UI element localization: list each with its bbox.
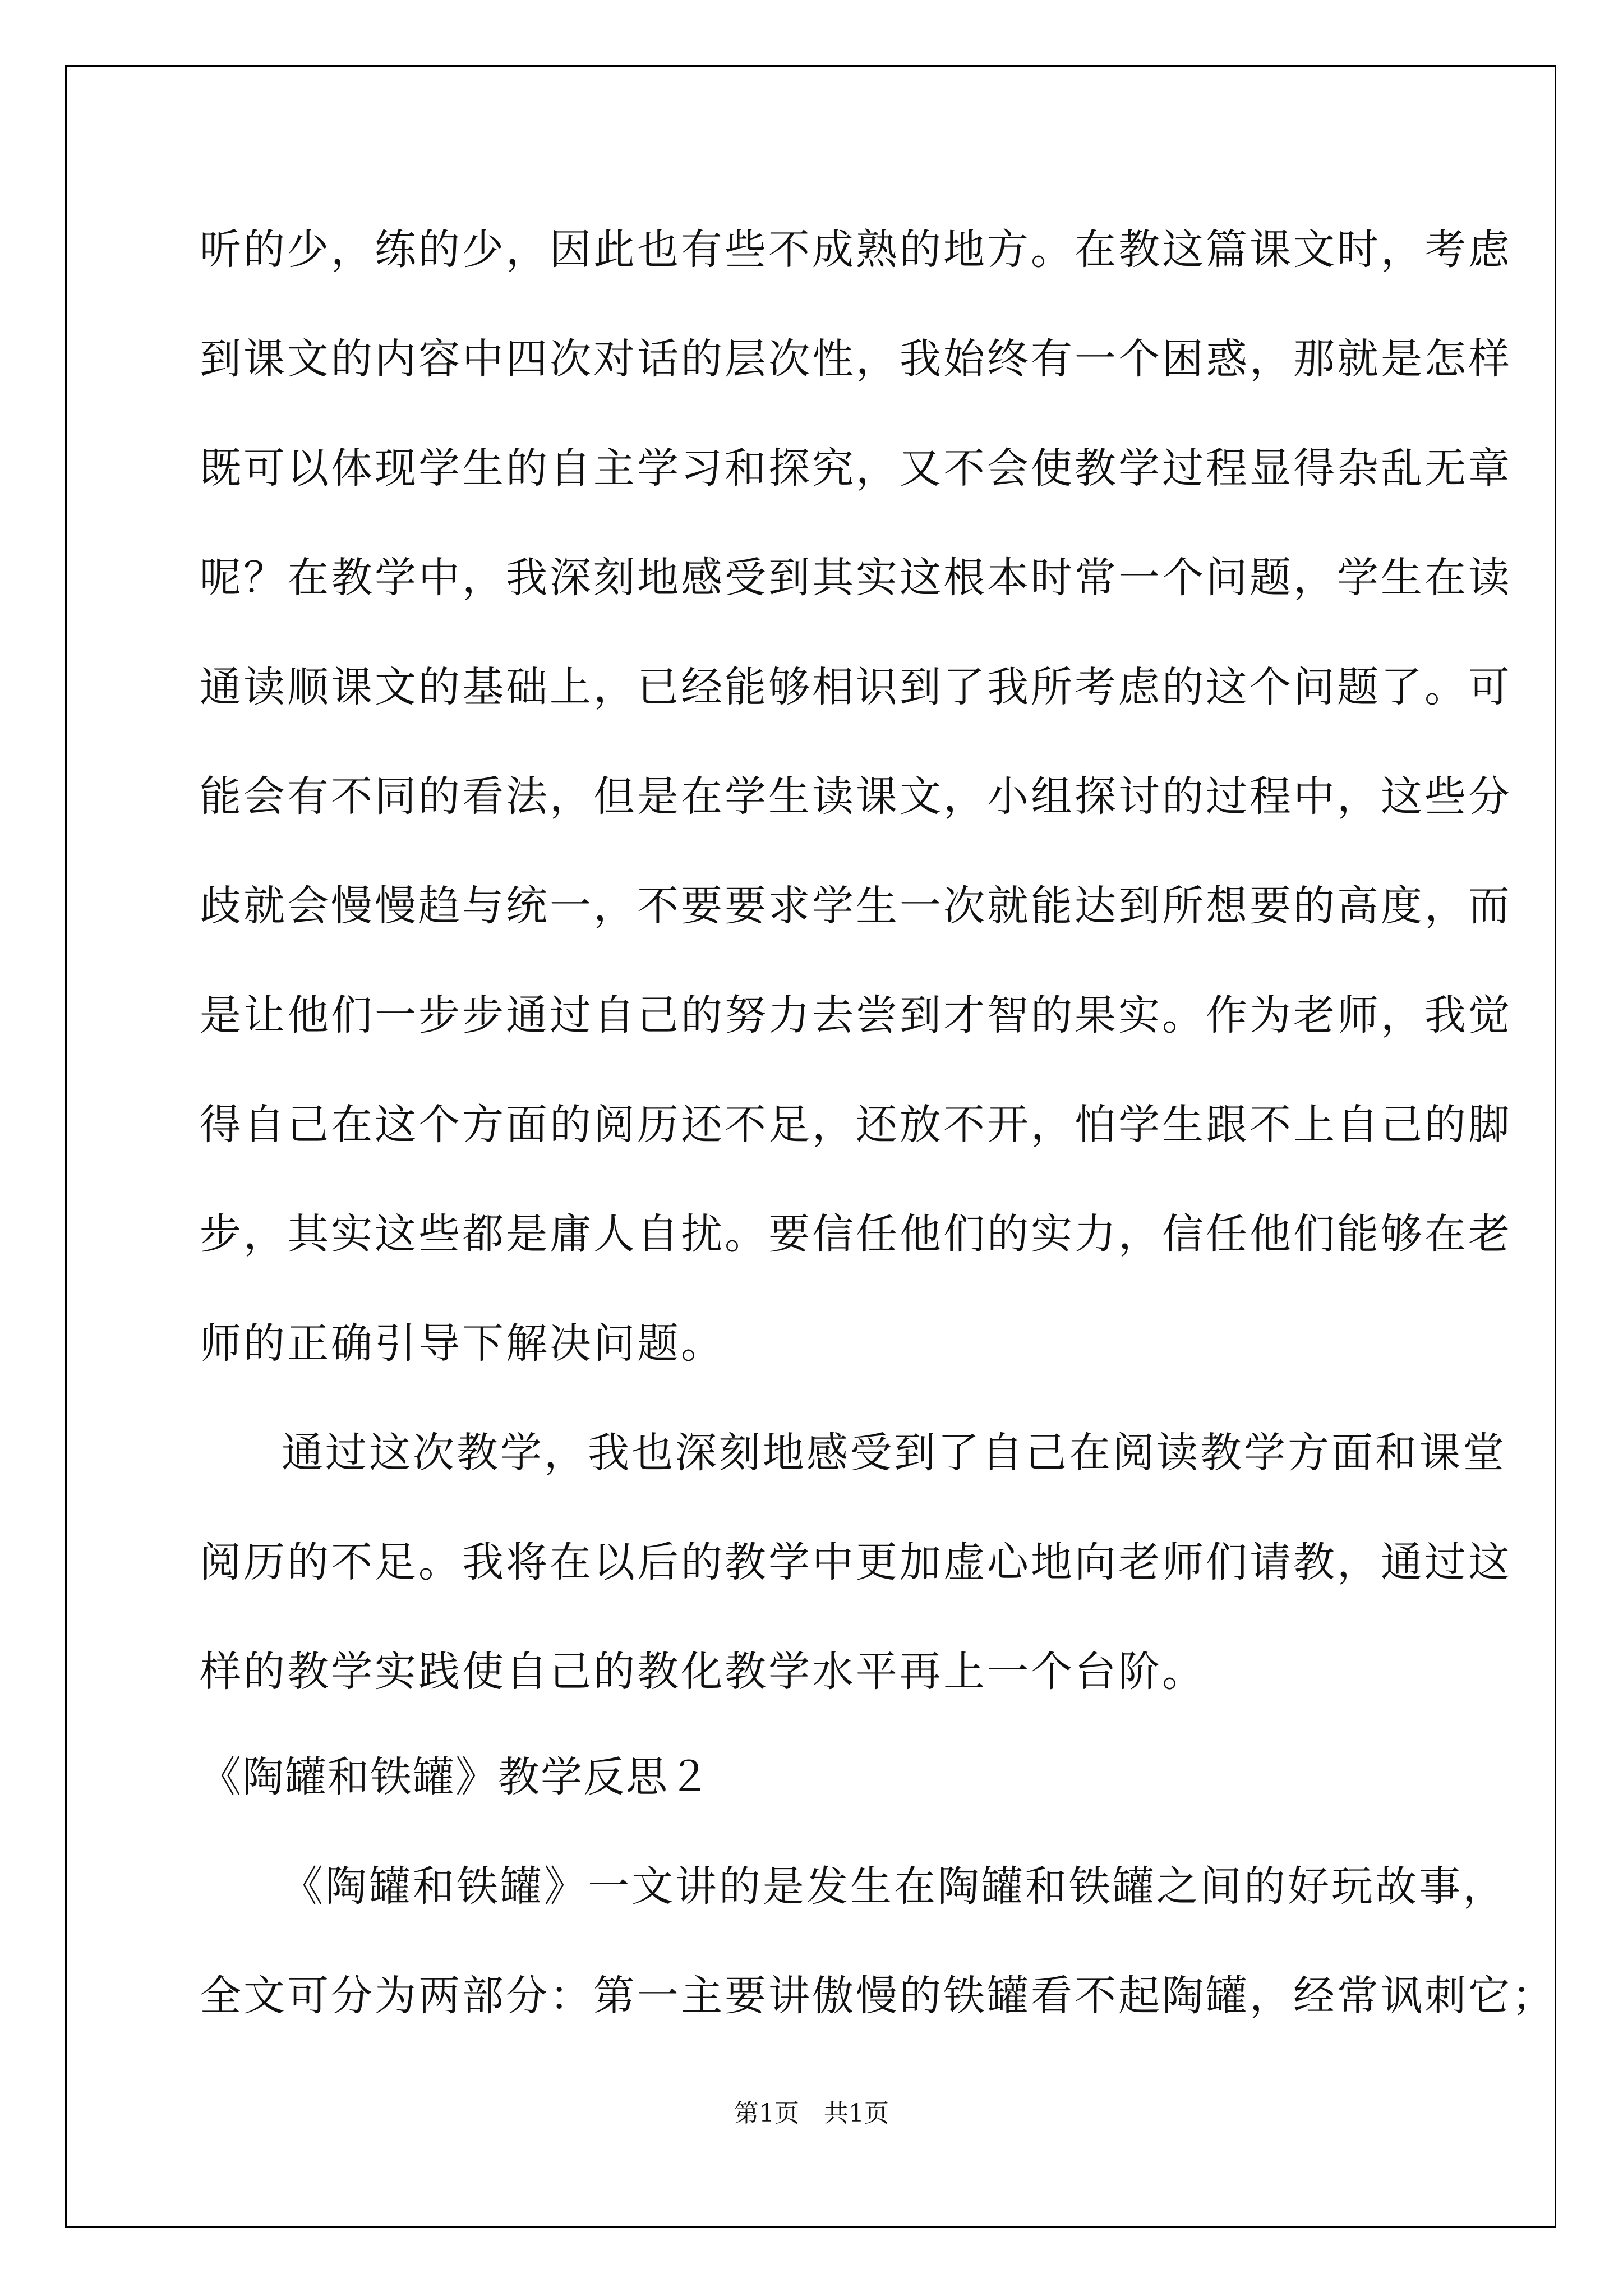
section-line-1: 《陶罐和铁罐》一文讲的是发生在陶罐和铁罐之间的好玩故事， xyxy=(282,1862,1506,1911)
body-line-4: 呢？在教学中，我深刻地感受到其实这根本时常一个问题，学生在读 xyxy=(200,554,1512,602)
body-line-10: 步，其实这些都是庸人自扰。要信任他们的实力，信任他们能够在老 xyxy=(200,1210,1512,1258)
paragraph-line-3: 样的教学实践使自己的教化教学水平再上一个台阶。 xyxy=(200,1648,1206,1696)
page-number-footer: 第1页 共1页 xyxy=(734,2099,889,2128)
body-line-1: 听的少，练的少，因此也有些不成熟的地方。在教这篇课文时，考虑 xyxy=(200,226,1512,274)
section-heading: 《陶罐和铁罐》教学反思２ xyxy=(200,1753,711,1801)
body-line-11: 师的正确引导下解决问题。 xyxy=(200,1319,725,1368)
paragraph-line-1: 通过这次教学，我也深刻地感受到了自己在阅读教学方面和课堂 xyxy=(282,1429,1506,1477)
body-line-3: 既可以体现学生的自主学习和探究，又不会使教学过程显得杂乱无章 xyxy=(200,444,1512,493)
paragraph-line-2: 阅历的不足。我将在以后的教学中更加虚心地向老师们请教，通过这 xyxy=(200,1538,1512,1586)
body-line-9: 得自己在这个方面的阅历还不足，还放不开，怕学生跟不上自己的脚 xyxy=(200,1101,1512,1149)
body-line-6: 能会有不同的看法，但是在学生读课文，小组探讨的过程中，这些分 xyxy=(200,772,1512,821)
body-line-2: 到课文的内容中四次对话的层次性，我始终有一个困惑，那就是怎样 xyxy=(200,335,1512,383)
section-line-2: 全文可分为两部分：第一主要讲傲慢的铁罐看不起陶罐，经常讽刺它； xyxy=(200,1972,1556,2020)
body-line-5: 通读顺课文的基础上，已经能够相识到了我所考虑的这个问题了。可 xyxy=(200,663,1512,711)
body-line-8: 是让他们一步步通过自己的努力去尝到才智的果实。作为老师，我觉 xyxy=(200,991,1512,1039)
body-line-7: 歧就会慢慢趋与统一，不要要求学生一次就能达到所想要的高度，而 xyxy=(200,882,1512,930)
